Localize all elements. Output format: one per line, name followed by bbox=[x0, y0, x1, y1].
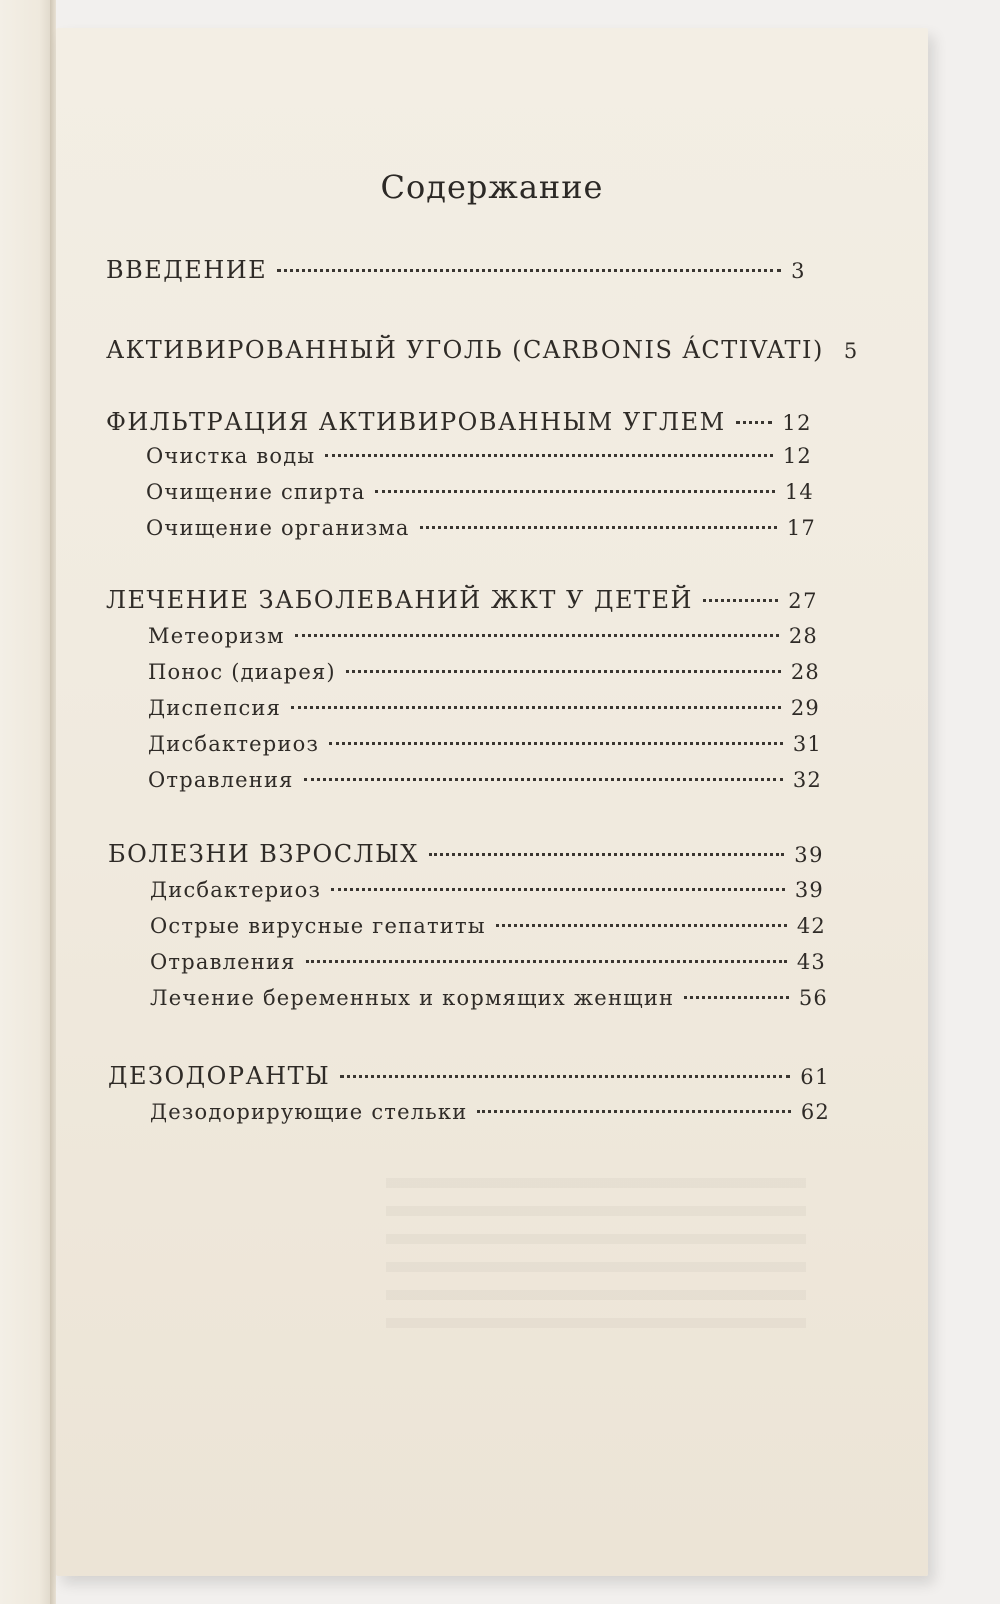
toc-title: Содержание bbox=[380, 168, 604, 206]
toc-leader-dots bbox=[325, 454, 773, 457]
toc-entry-label: Отравления bbox=[150, 950, 296, 974]
toc-subentry-alcohol bbox=[146, 480, 814, 504]
toc-leader-dots bbox=[340, 1075, 790, 1078]
toc-subentry-body bbox=[146, 516, 816, 540]
toc-subentry-insoles bbox=[150, 1100, 830, 1124]
toc-entry-introduction bbox=[106, 256, 806, 284]
toc-entry-deodorants bbox=[108, 1062, 830, 1090]
toc-page-number: 39 bbox=[794, 843, 824, 867]
book-page bbox=[56, 28, 928, 1576]
toc-page-number: 27 bbox=[788, 589, 818, 613]
toc-page-number: 29 bbox=[790, 696, 820, 720]
toc-leader-dots bbox=[420, 526, 777, 529]
previous-page-edge bbox=[0, 0, 56, 1604]
toc-subentry-hepatitis bbox=[150, 914, 826, 938]
toc-subentry-dyspepsia bbox=[148, 696, 820, 720]
toc-entry-adult-diseases bbox=[108, 840, 824, 868]
toc-subentry-adult-poisoning bbox=[150, 950, 826, 974]
toc-entry-label: БОЛЕЗНИ ВЗРОСЛЫХ bbox=[108, 840, 419, 868]
toc-subentry-water bbox=[146, 444, 812, 468]
toc-subentry-diarrhea bbox=[148, 660, 820, 684]
toc-leader-dots bbox=[375, 490, 774, 493]
toc-page-number: 61 bbox=[800, 1065, 830, 1089]
toc-page-number: 32 bbox=[792, 768, 822, 792]
toc-leader-dots bbox=[429, 853, 784, 856]
toc-leader-dots bbox=[295, 634, 779, 637]
toc-entry-label: Очистка воды bbox=[146, 444, 316, 468]
toc-entry-label: Очищение спирта bbox=[146, 480, 366, 504]
toc-page-number: 42 bbox=[796, 914, 826, 938]
toc-entry-label: ЛЕЧЕНИЕ ЗАБОЛЕВАНИЙ ЖКТ У ДЕТЕЙ bbox=[106, 586, 693, 614]
toc-subentry-meteorism bbox=[148, 624, 818, 648]
toc-page-number: 12 bbox=[782, 411, 812, 435]
toc-entry-children-gi bbox=[106, 586, 818, 614]
toc-page-number: 39 bbox=[794, 878, 824, 902]
toc-leader-dots bbox=[329, 742, 783, 745]
toc-leader-dots bbox=[684, 996, 789, 999]
toc-leader-dots bbox=[736, 421, 773, 424]
toc-leader-dots bbox=[331, 888, 785, 891]
toc-page-number: 62 bbox=[800, 1100, 830, 1124]
toc-page-number: 12 bbox=[782, 444, 812, 468]
toc-page-number: 31 bbox=[792, 732, 822, 756]
toc-entry-label: Метеоризм bbox=[148, 624, 285, 648]
toc-page-number: 56 bbox=[798, 986, 828, 1010]
toc-page-number: 14 bbox=[784, 480, 814, 504]
toc-entry-label: Понос (диарея) bbox=[148, 660, 336, 684]
toc-page-number: 43 bbox=[796, 950, 826, 974]
toc-entry-label: Отравления bbox=[148, 768, 294, 792]
toc-page-number: 17 bbox=[786, 516, 816, 540]
toc-entry-label: Очищение организма bbox=[146, 516, 410, 540]
toc-leader-dots bbox=[304, 778, 783, 781]
toc-page-number: 28 bbox=[788, 624, 818, 648]
toc-entry-label: АКТИВИРОВАННЫЙ УГОЛЬ (CARBONIS ÁCTIVATI) bbox=[106, 336, 824, 364]
toc-entry-label: ДЕЗОДОРАНТЫ bbox=[108, 1062, 331, 1090]
toc-leader-dots bbox=[496, 924, 787, 927]
toc-page-number: 28 bbox=[790, 660, 820, 684]
toc-subentry-dysbacteriosis bbox=[148, 732, 822, 756]
toc-subentry-poisoning bbox=[148, 768, 822, 792]
toc-entry-label: Острые вирусные гепатиты bbox=[150, 914, 486, 938]
toc-leader-dots bbox=[477, 1110, 790, 1113]
toc-entry-label: Дисбактериоз bbox=[148, 732, 320, 756]
toc-page-number: 3 bbox=[791, 259, 806, 283]
toc-leader-dots bbox=[306, 960, 787, 963]
toc-entry-activated-carbon bbox=[106, 336, 859, 364]
toc-entry-label: ФИЛЬТРАЦИЯ АКТИВИРОВАННЫМ УГЛЕМ bbox=[106, 408, 726, 436]
toc-page-number: 5 bbox=[843, 339, 859, 363]
toc-entry-label: Дисбактериоз bbox=[150, 878, 322, 902]
toc-entry-label: Лечение беременных и кормящих женщин bbox=[150, 986, 675, 1010]
toc-leader-dots bbox=[291, 706, 781, 709]
toc-leader-dots bbox=[277, 269, 781, 272]
toc-entry-filtration bbox=[106, 408, 812, 436]
toc-leader-dots bbox=[346, 670, 781, 673]
toc-entry-label: Дезодорирующие стельки bbox=[150, 1100, 468, 1124]
toc-entry-label: Диспепсия bbox=[148, 696, 282, 720]
bleed-through-text bbox=[386, 1178, 806, 1338]
toc-entry-label: ВВЕДЕНИЕ bbox=[106, 256, 268, 284]
toc-subentry-adult-dysbacteriosis bbox=[150, 878, 824, 902]
toc-subentry-pregnant-nursing bbox=[150, 986, 828, 1010]
toc-leader-dots bbox=[703, 599, 778, 602]
